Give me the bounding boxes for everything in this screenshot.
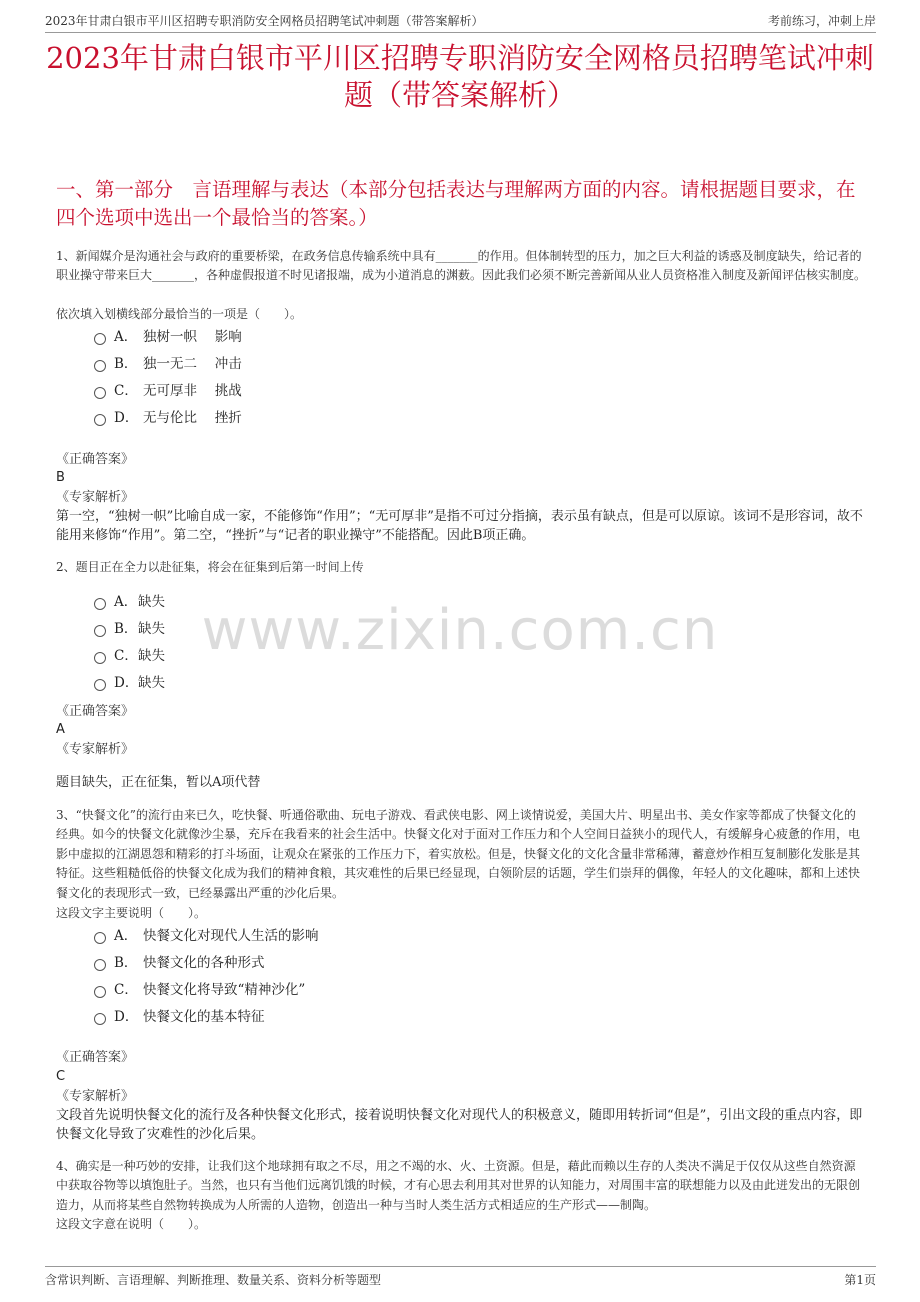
header-title: 2023年甘肃白银市平川区招聘专职消防安全网格员招聘笔试冲刺题（带答案解析） bbox=[45, 14, 484, 28]
section-heading: 一、第一部分 言语理解与表达（本部分包括表达与理解两方面的内容。请根据题目要求，在四个选项中选出一个最恰当的答案。） bbox=[56, 178, 856, 229]
radio-button[interactable] bbox=[94, 598, 106, 610]
radio-button[interactable] bbox=[94, 986, 106, 998]
footer-note: 含常识判断、言语理解、判断推理、数量关系、资料分析等题型 bbox=[45, 1273, 382, 1287]
answer-value: C bbox=[56, 1069, 66, 1084]
radio-button[interactable] bbox=[94, 652, 106, 664]
watermark: www.zixin.com.cn bbox=[201, 598, 719, 663]
option-letter: D． bbox=[114, 1009, 139, 1025]
option-text: 快餐文化的各种形式 bbox=[143, 955, 265, 971]
option-letter: B． bbox=[114, 955, 138, 971]
option-letter: B． bbox=[114, 621, 138, 637]
option-letter: A． bbox=[114, 594, 138, 610]
answer-value: A bbox=[56, 722, 65, 737]
option-text: 无可厚非 挑战 bbox=[143, 383, 242, 399]
option-text: 快餐文化的基本特征 bbox=[143, 1009, 265, 1025]
header-slogan: 考前练习，冲刺上岸 bbox=[767, 14, 876, 28]
radio-button[interactable] bbox=[94, 625, 106, 637]
option-text: 无与伦比 挫折 bbox=[143, 410, 242, 426]
analysis-label: 《专家解析》 bbox=[56, 742, 135, 757]
page-indicator bbox=[844, 1271, 876, 1288]
option-letter: C． bbox=[114, 383, 138, 399]
radio-button[interactable] bbox=[94, 414, 106, 426]
question-text: 2、题目正在全力以赴征集，将会在征集到后第一时间上传 bbox=[56, 560, 364, 574]
answer-value: B bbox=[56, 470, 65, 485]
option-letter: A． bbox=[114, 928, 138, 944]
answer-label: 《正确答案》 bbox=[56, 704, 135, 719]
option-letter: D． bbox=[114, 410, 139, 426]
radio-button[interactable] bbox=[94, 679, 106, 691]
option-letter: C． bbox=[114, 648, 138, 664]
question-text: 3、“快餐文化”的流行由来已久，吃快餐、听通俗歌曲、玩电子游戏、看武侠电影、网上谈情说爱，美国大片、明星出书、美女作家等都成了快餐文化的经典。如今的快餐文化就像沙尘暴，充斥在我看来的社会生活中。快餐文化对于面对工作压力和个人空间日益狭小的现代人，有缓解身心疲惫的作用，电影中虚拟的江湖恩怨和精彩的打斗场面，让观众在紧张的工作压力下，着实放松。但是，快餐文化的文化含量非常稀薄，蓄意炒作相互复制膨化发胀是其特征。这些粗糙低俗的快餐文化成为我们的精神食粮，其灾难性的后果已经显现，白领阶层的话题，学生们崇拜的偶像，年轻人的文化趣味，都和上述快餐文化的表现形式一致，已经暴露出严重的沙化后果。 bbox=[56, 808, 861, 900]
question-text: 4、确实是一种巧妙的安排，让我们这个地球拥有取之不尽，用之不竭的水、火、土资源。但是，藉此而赖以生存的人类决不满足于仅仅从这些自然资源中获取谷物等以填饱肚子。当然，也只有当他们远离饥饿的时候，才有心思去利用其对世界的认知能力，对周围丰富的联想能力以及由此迸发出的无限创造力，从而将某些自然物转换成为人所需的人造物，创造出一种与当时人类生活方式相适应的生产形式——制陶。 bbox=[56, 1159, 861, 1212]
page-prefix: 第 bbox=[844, 1273, 857, 1287]
radio-button[interactable] bbox=[94, 1013, 106, 1025]
option-text: 缺失 bbox=[138, 621, 165, 637]
question-prompt: 依次填入划横线部分最恰当的一项是（ ）。 bbox=[56, 307, 303, 321]
question-prompt: 这段文字主要说明（ ）。 bbox=[56, 906, 207, 920]
radio-button[interactable] bbox=[94, 387, 106, 399]
radio-button[interactable] bbox=[94, 333, 106, 345]
option-text: 缺失 bbox=[138, 675, 165, 691]
option-text: 快餐文化对现代人生活的影响 bbox=[143, 928, 319, 944]
question-prompt: 这段文字意在说明（ ）。 bbox=[56, 1217, 207, 1231]
radio-button[interactable] bbox=[94, 932, 106, 944]
radio-button[interactable] bbox=[94, 360, 106, 372]
option-letter: B． bbox=[114, 356, 138, 372]
option-text: 独树一帜 影响 bbox=[143, 329, 242, 345]
analysis-text: 题目缺失，正在征集，暂以A项代替 bbox=[56, 775, 261, 790]
option-text: 缺失 bbox=[138, 594, 165, 610]
option-text: 缺失 bbox=[138, 648, 165, 664]
page-header bbox=[45, 10, 876, 33]
radio-button[interactable] bbox=[94, 959, 106, 971]
option-text: 快餐文化将导致“精神沙化” bbox=[143, 982, 306, 998]
analysis-label: 《专家解析》 bbox=[56, 490, 135, 505]
page-footer bbox=[45, 1266, 876, 1287]
page-suffix: 页 bbox=[863, 1273, 876, 1287]
analysis-text: 第一空，“独树一帜”比喻自成一家，不能修饰“作用”；“无可厚非”是指不可过分指摘，表示虽有缺点，但是可以原谅。该词不是形容词，故不能用来修饰“作用”。第二空，“挫折”与“记者的职业操守”不能搭配。因此B项正确。 bbox=[56, 509, 863, 543]
document-title: 2023年甘肃白银市平川区招聘专职消防安全网格员招聘笔试冲刺题（带答案解析） bbox=[46, 41, 874, 112]
analysis-text: 文段首先说明快餐文化的流行及各种快餐文化形式，接着说明快餐文化对现代人的积极意义，随即用转折词“但是”，引出文段的重点内容，即快餐文化导致了灾难性的沙化后果。 bbox=[56, 1108, 863, 1142]
analysis-label: 《专家解析》 bbox=[56, 1089, 135, 1104]
answer-label: 《正确答案》 bbox=[56, 1050, 135, 1065]
option-text: 独一无二 冲击 bbox=[143, 356, 242, 372]
option-letter: C． bbox=[114, 982, 138, 998]
question-text: 1、新闻媒介是沟通社会与政府的重要桥梁，在政务信息传输系统中具有_______的作用。但体制转型的压力，加之巨大利益的诱惑及制度缺失，给记者的职业操守带来巨大_______，各种虚假报道不时见诸报端，成为小道消息的渊薮。因此我们必须不断完善新闻从业人员资格准入制度及新闻评估核实制度。 bbox=[56, 249, 867, 283]
answer-label: 《正确答案》 bbox=[56, 452, 135, 467]
option-letter: D． bbox=[114, 675, 139, 691]
option-letter: A． bbox=[114, 329, 138, 345]
page-number: 1 bbox=[856, 1273, 864, 1287]
